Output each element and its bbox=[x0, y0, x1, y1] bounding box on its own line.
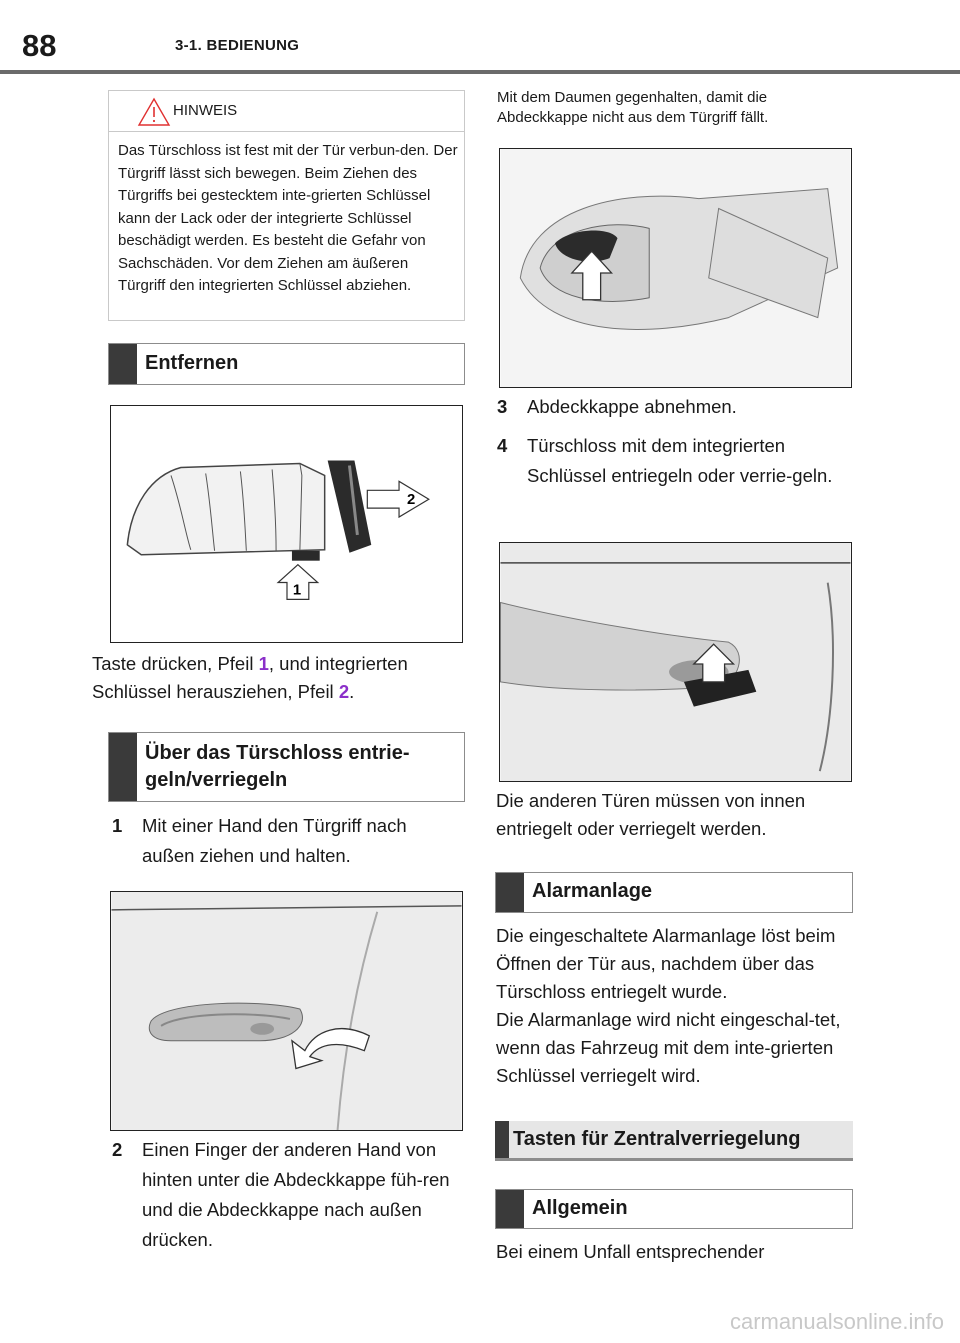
caption-remove-key bbox=[92, 650, 464, 706]
arrow-label-1: 1 bbox=[292, 582, 302, 599]
caption-text-c: . bbox=[349, 681, 355, 702]
other-doors-text: Die anderen Türen müssen von innen entriegelt oder verriegelt werden. bbox=[496, 790, 806, 839]
heading-label-line2: geln/verriegeln bbox=[145, 769, 288, 791]
heading-bar bbox=[109, 344, 137, 384]
step-text: Abdeckkappe abnehmen. bbox=[527, 396, 737, 417]
accident-text: Bei einem Unfall entsprechender bbox=[496, 1241, 765, 1262]
heading-label: Tasten für Zentralverriegelung bbox=[513, 1128, 801, 1150]
heading-bar bbox=[109, 733, 137, 801]
page-number: 88 bbox=[22, 28, 57, 63]
heading-bar bbox=[496, 873, 524, 912]
step-text: Einen Finger der anderen Hand von hinten unter die Abdeckkappe füh-ren und die Abdeckkappe nach außen drücken. bbox=[142, 1139, 450, 1250]
caption-text-b: , und integrierten Schlüssel herausziehen, Pfeil bbox=[92, 653, 408, 702]
notice-title: HINWEIS bbox=[173, 102, 238, 119]
warning-triangle-icon bbox=[137, 97, 171, 127]
key-fob-illustration bbox=[111, 406, 462, 642]
cap-removal-illustration bbox=[500, 149, 851, 387]
section-heading-allgemein bbox=[495, 1189, 853, 1229]
heading-label: Entfernen bbox=[145, 352, 239, 374]
door-handle-pull-illustration bbox=[111, 892, 462, 1130]
step-number: 4 bbox=[497, 435, 508, 456]
step-number: 1 bbox=[112, 815, 123, 836]
arrow-ref-2: 2 bbox=[338, 681, 350, 702]
figure-pull-handle bbox=[110, 891, 463, 1131]
heading-bar bbox=[495, 1121, 509, 1158]
step-text: Türschloss mit dem integrierten Schlüssel entriegeln oder verrie-geln. bbox=[527, 435, 833, 486]
step-3 bbox=[497, 392, 852, 424]
header-rule bbox=[0, 70, 960, 74]
arrow-ref-1: 1 bbox=[258, 653, 269, 674]
step-4 bbox=[497, 431, 852, 523]
notice-box bbox=[108, 90, 465, 321]
notice-header bbox=[109, 91, 464, 132]
heading-label: Allgemein bbox=[532, 1197, 628, 1219]
heading-label-line1: Über das Türschloss entrie- bbox=[145, 742, 410, 764]
figure-key-in-lock bbox=[499, 542, 852, 782]
step-2 bbox=[112, 1135, 464, 1255]
alarm-paragraph-2: Die Alarmanlage wird nicht eingeschal-tet, wenn das Fahrzeug mit dem inte-grierten Schlüssel verriegelt wird. bbox=[496, 1009, 841, 1086]
step-1 bbox=[112, 811, 464, 873]
heading-bar bbox=[496, 1190, 524, 1228]
arrow-label-2: 2 bbox=[406, 492, 416, 509]
step-number: 3 bbox=[497, 396, 508, 417]
step-text: Mit einer Hand den Türgriff nach außen ziehen und halten. bbox=[142, 815, 407, 866]
alarm-paragraph-1: Die eingeschaltete Alarmanlage löst beim Öffnen der Tür aus, nachdem über das Türschloss entriegelt wurde. bbox=[496, 925, 836, 1002]
section-heading-zentralverriegelung bbox=[495, 1121, 853, 1161]
watermark: carmanualsonline.info bbox=[729, 1309, 944, 1334]
key-in-lock-illustration bbox=[500, 543, 851, 781]
figure-cap-removal bbox=[499, 148, 852, 388]
intro-text: Mit dem Daumen gegenhalten, damit die Abdeckkappe nicht aus dem Türgriff fällt. bbox=[497, 89, 769, 126]
section-heading-alarmanlage bbox=[495, 872, 853, 913]
heading-label: Alarmanlage bbox=[532, 880, 653, 902]
chapter-title: 3-1. BEDIENUNG bbox=[175, 37, 300, 54]
section-heading-tuerschloss bbox=[108, 732, 465, 802]
notice-text: Das Türschloss ist fest mit der Tür verbun-den. Der Türgriff lässt sich bewegen. Beim Ziehen des Türgriffs bei gestecktem inte-grierten Schlüssel kann der Lack oder der integrierte Schlüssel beschädigt werden. Es besteht die Gefahr von Sachschäden. Vor dem Ziehen am äußeren Türgriff den integrierten Schlüssel abziehen. bbox=[118, 142, 458, 294]
section-heading-entfernen bbox=[108, 343, 465, 385]
step-number: 2 bbox=[112, 1139, 123, 1160]
caption-text-a: Taste drücken, Pfeil bbox=[92, 653, 259, 674]
figure-remove-key bbox=[110, 405, 463, 643]
